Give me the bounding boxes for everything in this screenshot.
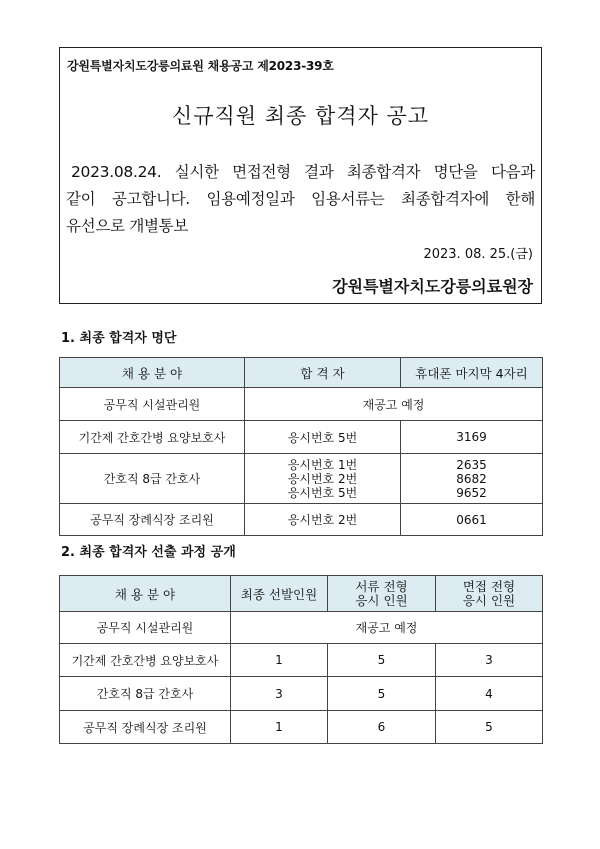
- cell-final-count: 1: [231, 644, 328, 677]
- cell-phone: [401, 454, 543, 504]
- table-row: [60, 711, 543, 744]
- finalist-table: [59, 357, 543, 536]
- column-header: [436, 576, 543, 612]
- table-row: [60, 504, 543, 536]
- header-line: 면접 전형: [462, 578, 516, 594]
- cell-field: 공무직 장례식장 조리원: [60, 711, 231, 744]
- notice-body-line: 유선으로 개별통보: [66, 217, 189, 235]
- cell-field: 기간제 간호간병 요양보호사: [60, 644, 231, 677]
- column-header: [328, 576, 436, 612]
- selection-process-table: [59, 575, 543, 744]
- cell-phone: 3169: [401, 421, 543, 454]
- cell-field: 공무직 시설관리원: [60, 612, 231, 644]
- notice-box: [59, 47, 542, 304]
- header-line: 서류 전형: [355, 578, 408, 594]
- applicant-number: 응시번호 1번: [287, 457, 358, 472]
- cell-merged-status: 재공고 예정: [231, 612, 543, 644]
- cell-interview-count: 4: [436, 677, 543, 711]
- notice-number: 강원특별자치도강릉의료원 채용공고 제2023-39호: [67, 59, 334, 73]
- cell-interview-count: 5: [436, 711, 543, 744]
- column-header: 합 격 자: [245, 358, 401, 388]
- table-row: [60, 454, 543, 504]
- phone-digits: 9652: [456, 485, 487, 500]
- phone-digits: 2635: [456, 457, 487, 472]
- table-row: [60, 677, 543, 711]
- cell-final-count: 3: [231, 677, 328, 711]
- cell-field: 간호직 8급 간호사: [60, 454, 245, 504]
- phone-digits: 8682: [456, 471, 487, 486]
- cell-merged-status: 재공고 예정: [245, 388, 543, 421]
- notice-body-line: 2023.08.24. 실시한 면접전형 결과 최종합격자 명단을 다음과: [71, 163, 535, 181]
- cell-document-count: 5: [328, 677, 436, 711]
- notice-body: [66, 159, 535, 240]
- cell-field: 공무직 장례식장 조리원: [60, 504, 245, 536]
- cell-applicant: [245, 454, 401, 504]
- table-row: [60, 612, 543, 644]
- cell-applicant: 응시번호 2번: [245, 504, 401, 536]
- page-title: 신규직원 최종 합격자 공고: [171, 104, 430, 128]
- column-header: 채 용 분 야: [60, 576, 231, 612]
- cell-field: 공무직 시설관리원: [60, 388, 245, 421]
- table-header-row: [60, 576, 543, 612]
- cell-field: 기간제 간호간병 요양보호사: [60, 421, 245, 454]
- table-row: [60, 644, 543, 677]
- cell-interview-count: 3: [436, 644, 543, 677]
- notice-body-line: 같이 공고합니다. 임용예정일과 임용서류는 최종합격자에 한해: [66, 190, 535, 208]
- header-line: 응시 인원: [462, 592, 516, 608]
- applicant-number: 응시번호 2번: [287, 471, 358, 486]
- cell-phone: 0661: [401, 504, 543, 536]
- column-header: 최종 선발인원: [231, 576, 328, 612]
- cell-document-count: 6: [328, 711, 436, 744]
- table-header-row: [60, 358, 543, 388]
- notice-date: 2023. 08. 25.(금): [423, 247, 533, 262]
- section-heading: 2. 최종 합격자 선출 과정 공개: [61, 545, 236, 560]
- cell-field: 간호직 8급 간호사: [60, 677, 231, 711]
- cell-document-count: 5: [328, 644, 436, 677]
- column-header: 휴대폰 마지막 4자리: [401, 358, 543, 388]
- table-row: [60, 421, 543, 454]
- applicant-number: 응시번호 5번: [287, 485, 358, 500]
- section-heading: 1. 최종 합격자 명단: [61, 331, 177, 346]
- table-row: [60, 388, 543, 421]
- header-line: 응시 인원: [355, 592, 408, 608]
- notice-signer: 강원특별자치도강릉의료원장: [332, 277, 533, 296]
- column-header: 채 용 분 야: [60, 358, 245, 388]
- cell-applicant: 응시번호 5번: [245, 421, 401, 454]
- cell-final-count: 1: [231, 711, 328, 744]
